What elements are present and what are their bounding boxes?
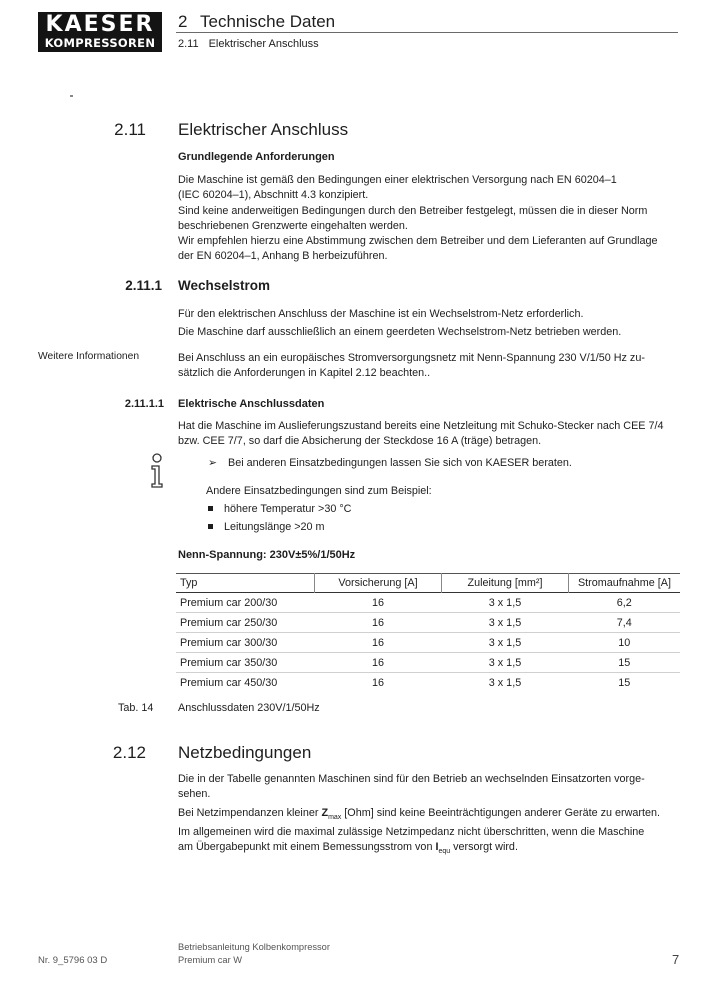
table-header-row [176,574,680,593]
cell-typ: Premium car 350/30 [180,656,278,669]
body-line-zmax [178,806,683,825]
cell-stromaufnahme: 7,4 [616,616,632,629]
cell-typ: Premium car 250/30 [180,616,278,629]
chapter-title: Technische Daten [200,12,336,31]
cell-vorsicherung: 16 [371,596,384,609]
cell-stromaufnahme: 6,2 [616,596,632,609]
section-2-12-title: Netzbedingungen [178,743,312,762]
cell-zuleitung: 3 x 1,5 [488,656,522,669]
cell-vorsicherung: 16 [371,636,384,649]
section-2-11-1-line1: Für den elektrischen Anschluss der Maschine ist ein Wechselstrom-Netz erforderlich. [178,308,584,320]
header-rule [176,32,678,33]
cell-vorsicherung: 16 [371,616,384,629]
connection-data-table [176,573,680,692]
cell-vorsicherung: 16 [371,676,384,689]
table-row [176,673,680,693]
footer-line: Premium car W [178,955,243,965]
column-header-zuleitung: Zuleitung [mm²] [442,574,569,593]
cell-stromaufnahme: 15 [618,676,631,689]
cell-typ: Premium car 450/30 [180,676,278,689]
cell-zuleitung: 3 x 1,5 [488,676,522,689]
body-line: sehen. [178,788,211,801]
iequ-subscript: equ [438,848,451,856]
conditions-block [206,482,432,536]
header-section-title: Elektrischer Anschluss [208,38,319,50]
column-header-typ: Typ [180,577,198,589]
conditions-intro: Andere Einsatzbedingungen sind zum Beispiel: [206,485,432,497]
cell-typ: Premium car 200/30 [180,596,278,609]
chapter-number: 2 [178,12,188,31]
body-line-iequ [178,840,683,859]
body-line: (IEC 60204–1), Abschnitt 4.3 konzipiert. [178,189,369,202]
cell-stromaufnahme: 10 [618,636,631,649]
cell-zuleitung: 3 x 1,5 [488,616,522,629]
table-row [176,653,680,673]
section-2-11-1-1-title: Elektrische Anschlussdaten [178,398,325,410]
section-2-11-1-title: Wechselstrom [178,278,271,293]
table-row [176,633,680,653]
body-line: Wir empfehlen hierzu eine Abstimmung zwischen dem Betreiber und dem Lieferanten auf Grundlage [178,235,658,248]
kaeser-logo [38,12,162,52]
advice-line [208,456,572,469]
header-section-number: 2.11 [178,38,199,50]
section-2-11-1-number: 2.11.1 [125,278,162,293]
zmax-subscript: max [328,813,342,821]
footer-doc-number: Nr. 9_5796 03 D [38,955,108,966]
zmax-symbol: Z [321,806,329,819]
iequ-post: versorgt wird. [450,841,518,854]
table-row [176,613,680,633]
zmax-post: [Ohm] sind keine Beeinträchtigungen anderer Geräte zu erwarten. [341,806,660,819]
advice-text: Bei anderen Einsatzbedingungen lassen Sie sich von KAESER beraten. [228,457,572,469]
section-2-11-1-info [178,351,683,382]
body-line: beschriebenen Grenzwerte eingehalten werden. [178,219,408,232]
grundlegende-anforderungen-heading: Grundlegende Anforderungen [178,151,335,163]
cell-stromaufnahme: 15 [618,656,631,669]
iequ-symbol: I [435,841,439,854]
footer-line: Betriebsanleitung Kolbenkompressor [178,942,330,952]
arrow-icon: ➢ [208,457,218,469]
cell-vorsicherung: 16 [371,656,384,669]
body-line: bzw. CEE 7/7, so darf die Absicherung der Steckdose 16 A (träge) betragen. [178,435,542,448]
section-2-11-body [178,173,683,265]
conditions-list [206,500,432,536]
footer-doc-info [178,941,330,967]
section-2-11-title: Elektrischer Anschluss [178,120,349,139]
body-line: der EN 60204–1, Anhang B herbeizuführen. [178,250,388,263]
section-2-11-1-line2: Die Maschine darf ausschließlich an einem geerdeten Wechselstrom-Netz betrieben werden. [178,326,622,338]
table-caption-text: Anschlussdaten 230V/1/50Hz [178,702,320,714]
list-item: Leitungslänge >20 m [206,518,432,536]
scan-speck [70,95,73,97]
section-2-12-body [178,772,683,860]
cell-typ: Premium car 300/30 [180,636,278,649]
logo-kaeser-text: KAESER [45,12,155,37]
cell-zuleitung: 3 x 1,5 [488,596,522,609]
column-header-stromaufnahme: Stromaufnahme [A] [569,574,681,593]
body-line: Hat die Maschine im Auslieferungszustand bereits eine Netzleitung mit Schuko-Stecker nach CEE 7/4 [178,420,664,432]
table-caption-number: Tab. 14 [118,702,154,714]
column-header-vorsicherung: Vorsicherung [A] [315,574,442,593]
section-2-11-1-1-body [178,419,683,450]
cell-zuleitung: 3 x 1,5 [488,636,522,649]
margin-note: Weitere Informationen [38,351,140,362]
section-2-12-number: 2.12 [112,743,146,762]
section-2-11-1-1-number: 2.11.1.1 [124,398,164,410]
body-line: Die in der Tabelle genannten Maschinen sind für den Betrieb an wechselnden Einsatzorten vorge- [178,773,645,785]
iequ-pre: am Übergabepunkt mit einem Bemessungsstrom von [178,841,436,854]
body-line: Sind keine anderweitigen Bedingungen durch den Betreiber festgelegt, müssen die in dieser Norm [178,204,648,217]
zmax-pre: Bei Netzimpendanzen kleiner [178,806,322,819]
table-heading: Nenn-Spannung: 230V±5%/1/50Hz [178,549,356,561]
list-item: höhere Temperatur >30 °C [206,500,432,518]
info-line: sätzlich die Anforderungen in Kapitel 2.12 beachten.. [178,367,431,380]
body-line: Die Maschine ist gemäß den Bedingungen einer elektrischen Versorgung nach EN 60204–1 [178,174,617,186]
table-row [176,593,680,613]
logo-kompressoren-text: KOMPRESSOREN [44,36,156,50]
page-number: 7 [672,952,680,967]
info-line: Bei Anschluss an ein europäisches Stromversorgungsnetz mit Nenn-Spannung 230 V/1/50 Hz zu- [178,352,645,364]
section-2-11-number: 2.11 [114,120,146,139]
header-section [178,38,329,50]
info-icon [146,453,168,489]
body-line: Im allgemeinen wird die maximal zulässige Netzimpedanz nicht überschritten, wenn die Maschine [178,826,645,839]
